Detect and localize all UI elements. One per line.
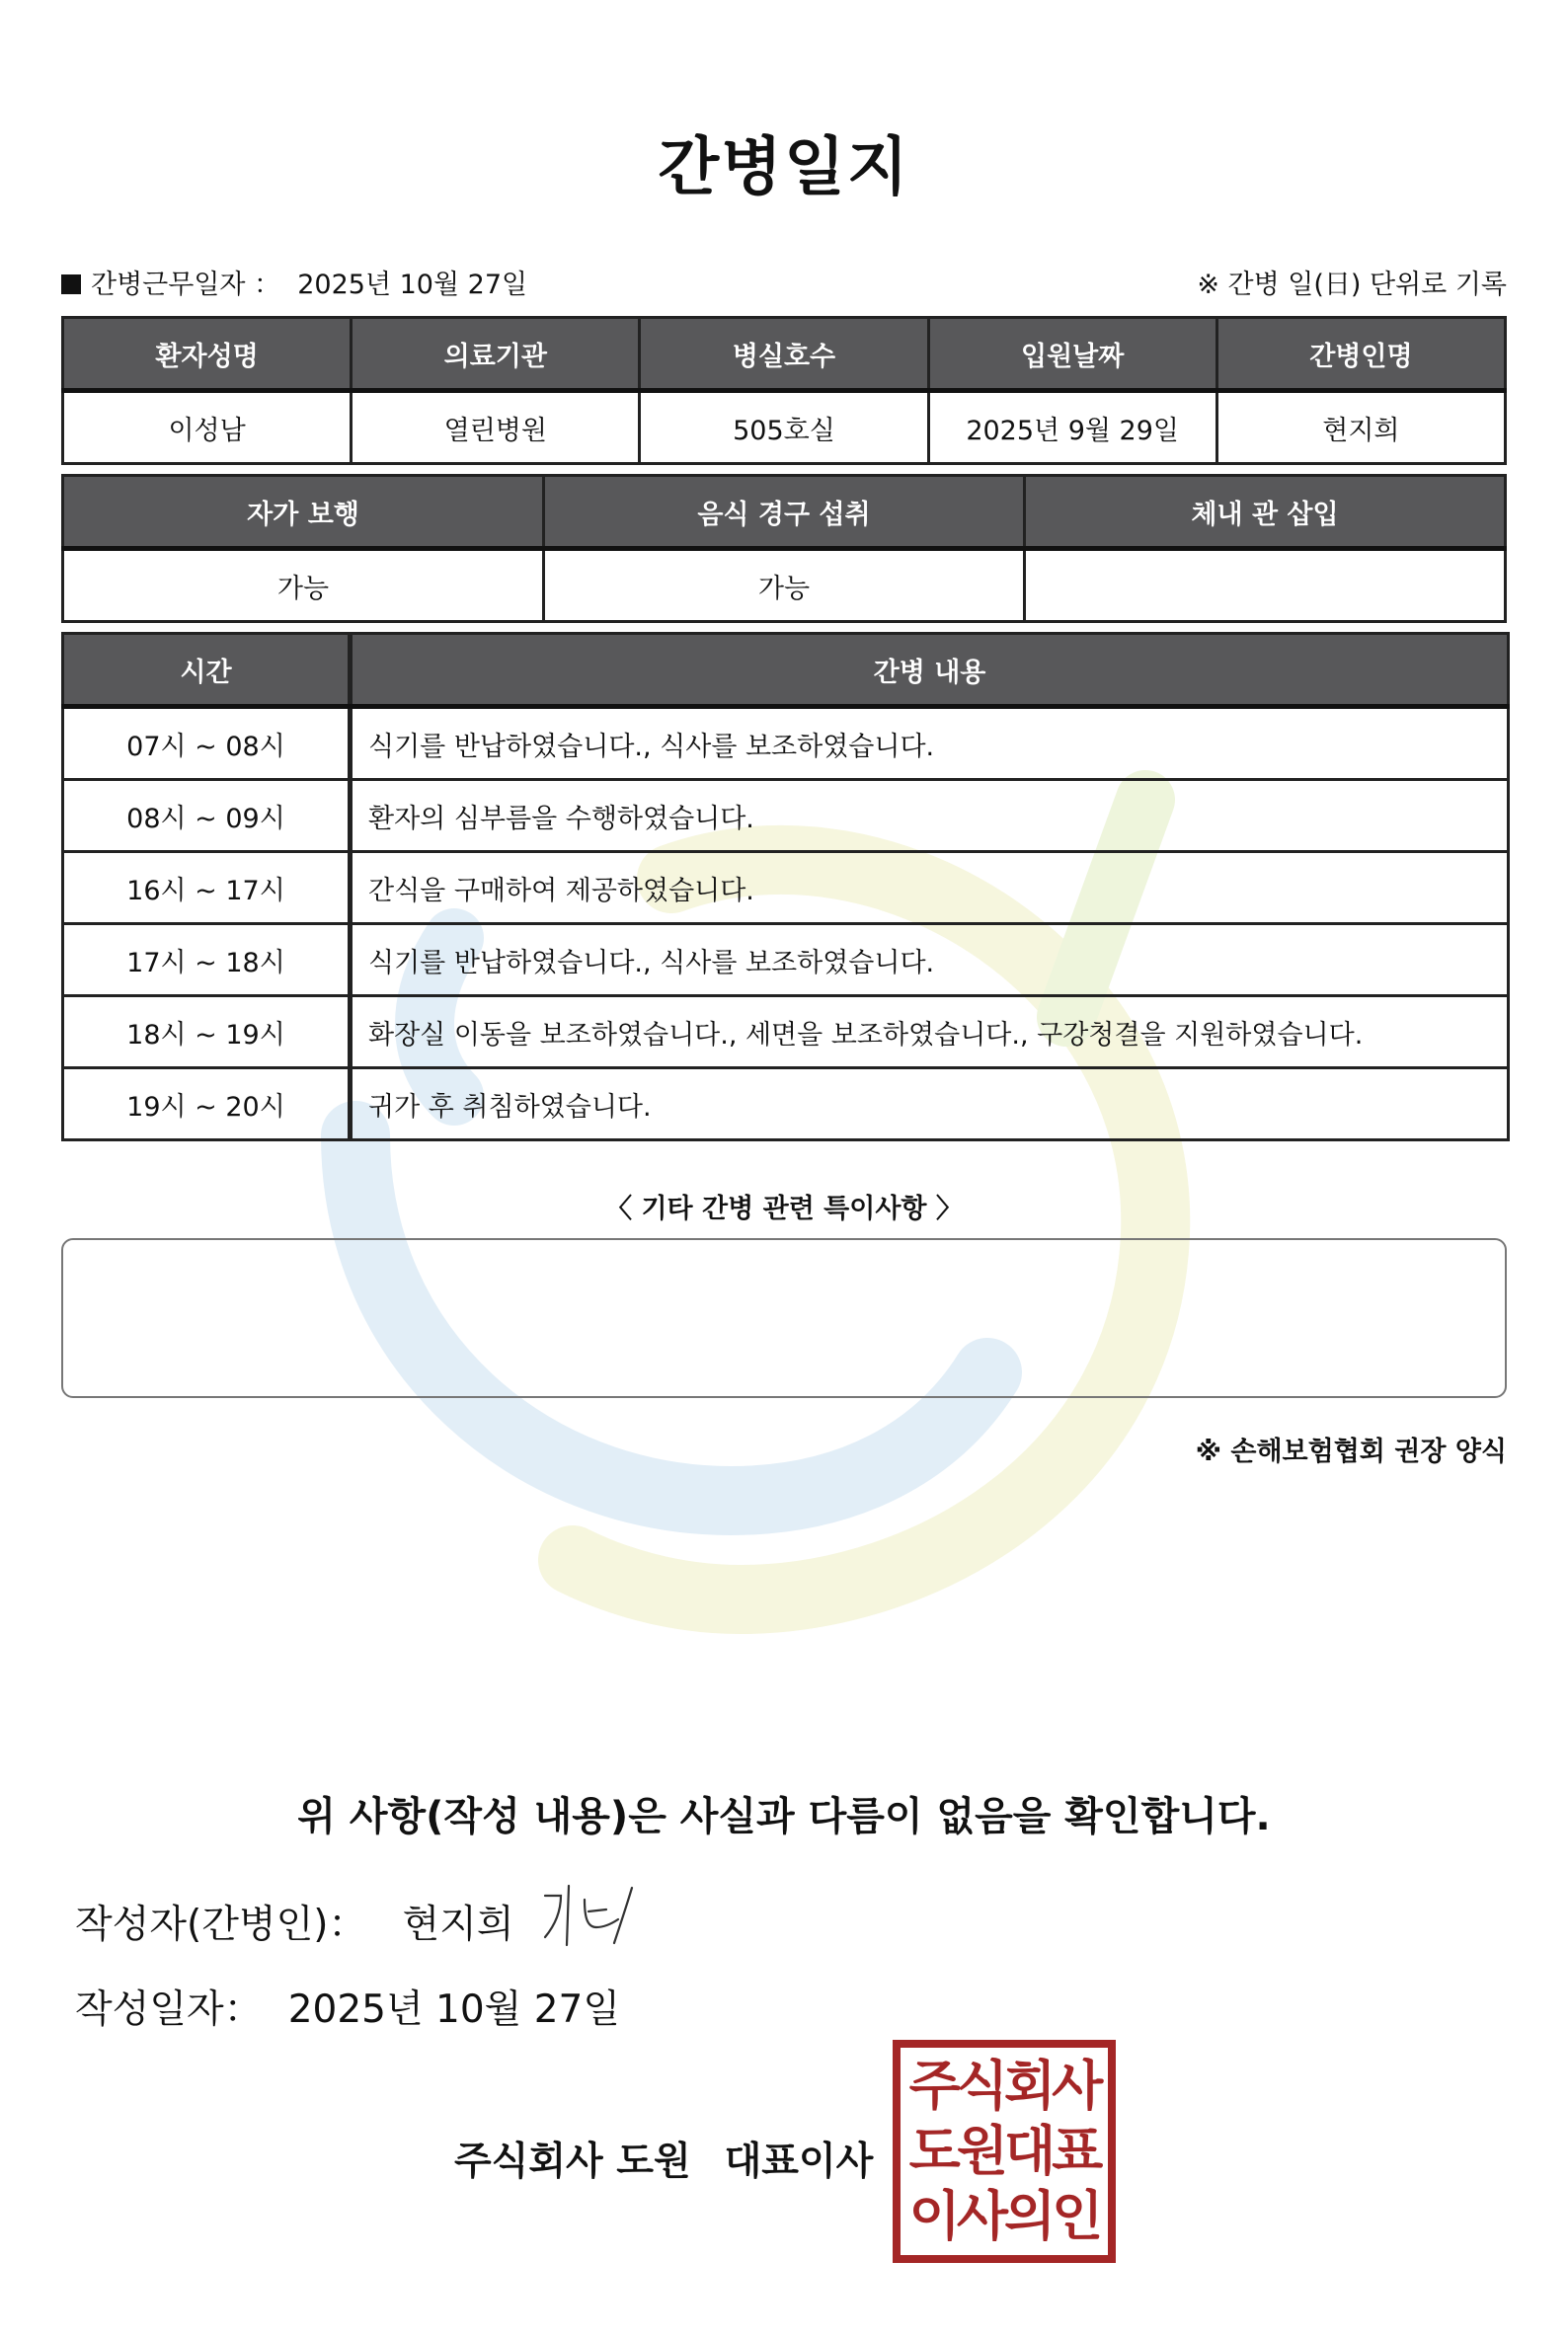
header-tube-insertion: 체내 관 삽입 xyxy=(1025,476,1506,549)
oral-intake-value: 가능 xyxy=(544,549,1025,622)
header-time: 시간 xyxy=(63,634,351,707)
hospital: 열린병원 xyxy=(352,391,640,464)
admission-date: 2025년 9월 29일 xyxy=(928,391,1216,464)
square-bullet-icon xyxy=(61,274,81,294)
form-source-note: ※ 손해보험협회 권장 양식 xyxy=(1195,1437,1507,1467)
content-cell: 환자의 심부름을 수행하였습니다. xyxy=(351,780,1509,852)
header-self-walking: 자가 보행 xyxy=(63,476,544,549)
remarks-title: 〈 기타 간병 관련 특이사항 〉 xyxy=(605,1194,963,1224)
header-oral-intake: 음식 경구 섭취 xyxy=(544,476,1025,549)
seal-line: 이사의인 xyxy=(908,2185,1100,2247)
patient-info-table xyxy=(61,316,1507,465)
header-care-content: 간병 내용 xyxy=(351,634,1509,707)
patient-name: 이성남 xyxy=(63,391,352,464)
seal-line: 주식회사 xyxy=(908,2055,1100,2117)
seal-line: 도원대표 xyxy=(908,2120,1100,2182)
time-cell: 18시 ~ 19시 xyxy=(63,996,351,1068)
table-row xyxy=(63,852,1509,924)
room-number: 505호실 xyxy=(640,391,928,464)
header-patient-name: 환자성명 xyxy=(63,318,352,391)
handwritten-signature xyxy=(541,1882,660,1951)
company-name: 주식회사 도원 xyxy=(454,2140,691,2184)
header-caregiver-name: 간병인명 xyxy=(1216,318,1505,391)
patient-status-table xyxy=(61,474,1507,623)
writer-label: 작성자(간병인)： xyxy=(75,1903,367,1947)
record-note: ※ 간병 일(日) 단위로 기록 xyxy=(1197,270,1507,300)
care-log-table xyxy=(61,632,1510,1141)
time-cell: 07시 ~ 08시 xyxy=(63,707,351,780)
content-cell: 간식을 구매하여 제공하였습니다. xyxy=(351,852,1509,924)
page-title: 간병일지 xyxy=(658,131,910,204)
table-row xyxy=(63,780,1509,852)
table-row xyxy=(63,1068,1509,1140)
content-cell: 화장실 이동을 보조하였습니다., 세면을 보조하였습니다., 구강청결을 지원하였습니다. xyxy=(351,996,1509,1068)
table-row xyxy=(63,924,1509,996)
time-cell: 17시 ~ 18시 xyxy=(63,924,351,996)
tube-insertion-value xyxy=(1025,549,1506,622)
writer-line xyxy=(75,1894,514,1949)
header-admission-date: 입원날짜 xyxy=(928,318,1216,391)
company-seal-stamp xyxy=(893,2040,1116,2263)
work-date-value: 2025년 10월 27일 xyxy=(297,270,528,300)
content-cell: 식기를 반납하였습니다., 식사를 보조하였습니다. xyxy=(351,707,1509,780)
written-date-value: 2025년 10월 27일 xyxy=(287,1987,621,2032)
work-date-label: 간병근무일자 ： xyxy=(91,270,281,300)
time-cell: 19시 ~ 20시 xyxy=(63,1068,351,1140)
confirmation-statement: 위 사항(작성 내용)은 사실과 다름이 없음을 확인합니다. xyxy=(297,1794,1271,1839)
self-walking-value: 가능 xyxy=(63,549,544,622)
table-row xyxy=(63,996,1509,1068)
company-signature-line xyxy=(454,2131,873,2186)
work-date-line xyxy=(61,263,527,301)
content-cell: 식기를 반납하였습니다., 식사를 보조하였습니다. xyxy=(351,924,1509,996)
written-date-line xyxy=(75,1979,620,2034)
time-cell: 16시 ~ 17시 xyxy=(63,852,351,924)
time-cell: 08시 ~ 09시 xyxy=(63,780,351,852)
caregiver-name: 현지희 xyxy=(1216,391,1505,464)
header-room: 병실호수 xyxy=(640,318,928,391)
header-hospital: 의료기관 xyxy=(352,318,640,391)
writer-name: 현지희 xyxy=(402,1903,514,1947)
table-row xyxy=(63,707,1509,780)
written-date-label: 작성일자： xyxy=(75,1987,263,2032)
content-cell: 귀가 후 취침하였습니다. xyxy=(351,1068,1509,1140)
representative-title: 대표이사 xyxy=(724,2140,874,2184)
remarks-box xyxy=(61,1238,1507,1398)
